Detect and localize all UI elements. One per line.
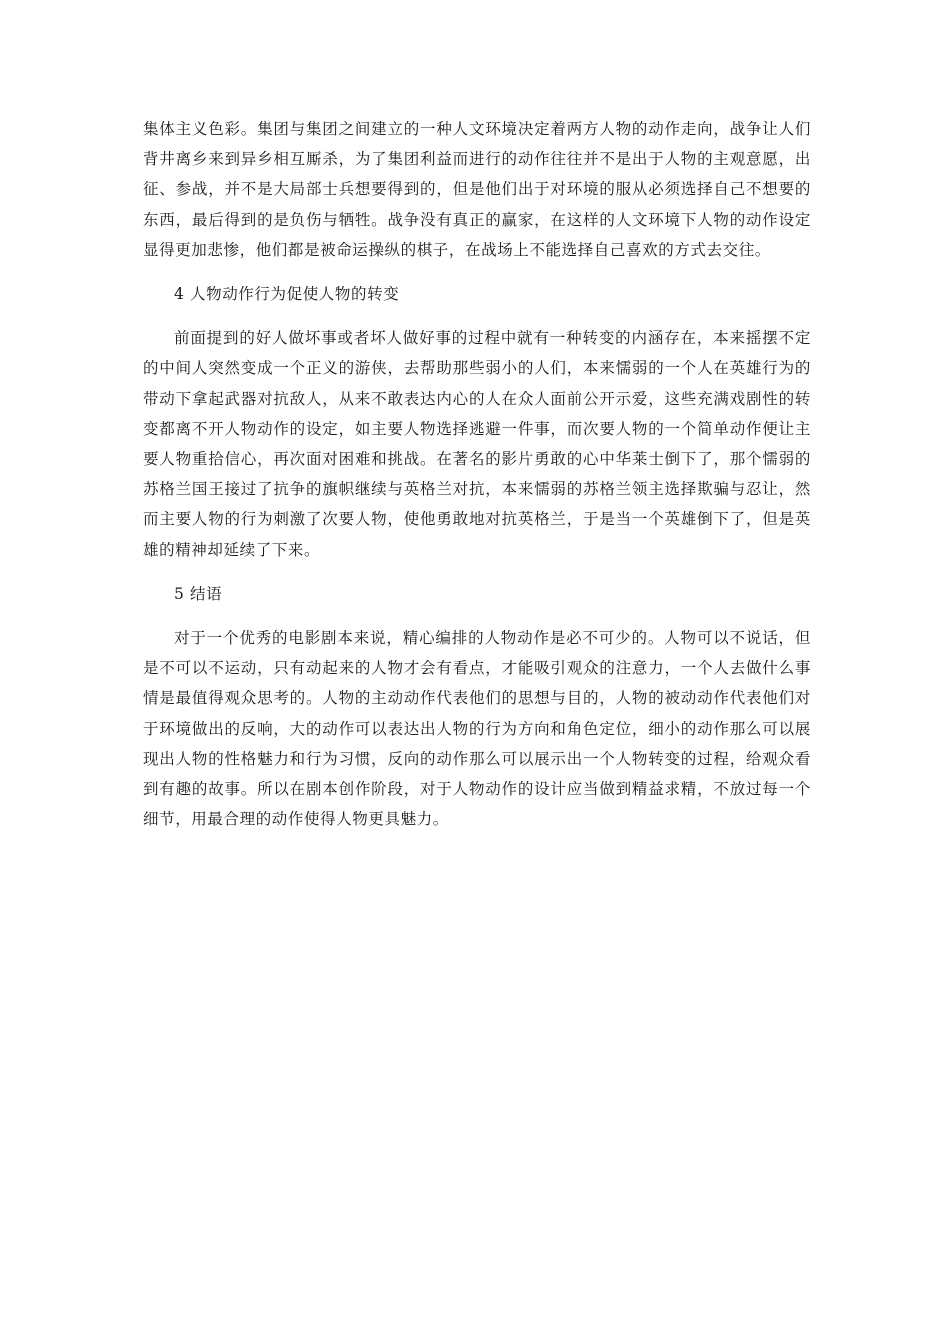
section-4-heading: 4 人物动作行为促使人物的转变 bbox=[174, 285, 400, 304]
spacer bbox=[143, 309, 811, 323]
paragraph-collectivism: 集体主义色彩。集团与集团之间建立的一种人文环境决定着两方人物的动作走向，战争让人们背井离乡来到异乡相互厮杀，为了集团利益而进行的动作往往并不是出于人物的主观意愿，出征、参战，并不是大局部士兵想要得到的，但是他们出于对环境的服从必须选择自己不想要的东西，最后得到的是负伤与牺牲。战争没有真正的赢家，在这样的人文环境下人物的动作设定显得更加悲惨，他们都是被命运操纵的棋子，在战场上不能选择自己喜欢的方式去交往。 bbox=[143, 120, 811, 259]
spacer bbox=[143, 609, 811, 623]
spacer bbox=[143, 265, 811, 279]
spacer bbox=[143, 565, 811, 579]
paragraph-transformation: 前面提到的好人做坏事或者坏人做好事的过程中就有一种转变的内涵存在，本来摇摆不定的中间人突然变成一个正义的游侠，去帮助那些弱小的人们，本来懦弱的一个人在英雄行为的带动下拿起武器对抗敌人，从来不敢表达内心的人在众人面前公开示爱，这些充满戏剧性的转变都离不开人物动作的设定，如主要人物选择逃避一件事，而次要人物的一个简单动作便让主要人物重拾信心，再次面对困难和挑战。在著名的影片勇敢的心中华莱士倒下了，那个懦弱的苏格兰国王接过了抗争的旗帜继续与英格兰对抗，本来懦弱的苏格兰领主选择欺骗与忍让，然而主要人物的行为刺激了次要人物，使他勇敢地对抗英格兰，于是当一个英雄倒下了，但是英雄的精神却延续了下来。 bbox=[143, 329, 811, 559]
document-body bbox=[143, 114, 811, 834]
paragraph-conclusion: 对于一个优秀的电影剧本来说，精心编排的人物动作是必不可少的。人物可以不说话，但是不可以不运动，只有动起来的人物才会有看点，才能吸引观众的注意力，一个人去做什么事情是最值得观众思考的。人物的主动动作代表他们的思想与目的，人物的被动动作代表他们对于环境做出的反响，大的动作可以表达出人物的行为方向和角色定位，细小的动作那么可以展现出人物的性格魅力和行为习惯，反向的动作那么可以展示出一个人物转变的过程，给观众看到有趣的故事。所以在剧本创作阶段，对于人物动作的设计应当做到精益求精，不放过每一个细节，用最合理的动作使得人物更具魅力。 bbox=[143, 629, 811, 829]
section-5-heading: 5 结语 bbox=[174, 584, 223, 603]
